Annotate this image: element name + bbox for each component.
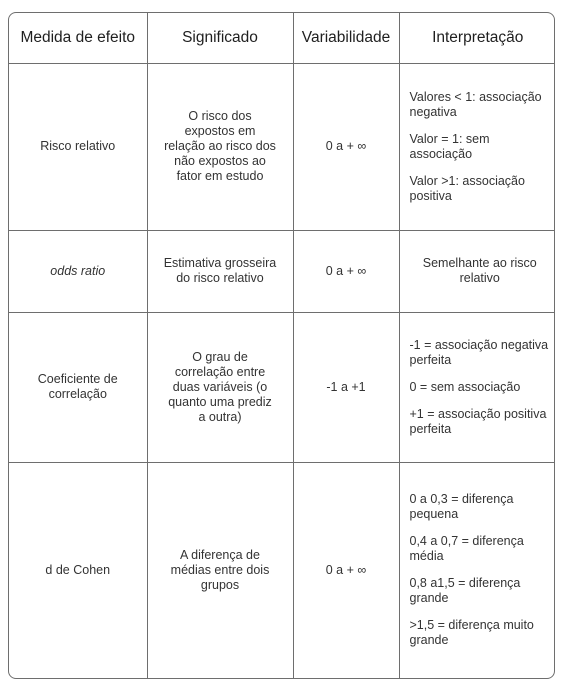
measure-cell: d de Cohen: [9, 462, 147, 678]
meaning-cell: A diferença de médias entre dois grupos: [147, 462, 293, 678]
table-row: [9, 462, 555, 678]
range-cell: 0 a + ∞: [293, 462, 399, 678]
measure-cell: Coeficiente de correlação: [9, 312, 147, 462]
interpretation-line: 0,4 a 0,7 = diferença média: [409, 534, 524, 564]
meaning-cell: O risco dos expostos em relação ao risco dos não expostos ao fator em estudo: [147, 63, 293, 230]
table-row: [9, 312, 555, 462]
header-measure: Medida de efeito: [9, 13, 147, 63]
header-interpretation: Interpretação: [399, 13, 555, 63]
effect-measures-table-frame: [8, 12, 555, 679]
interpretation-line: 0,8 a1,5 = diferença grande: [409, 576, 521, 606]
range-cell: 0 a + ∞: [293, 230, 399, 312]
meaning-cell: Estimativa grosseira do risco relativo: [147, 230, 293, 312]
meaning-cell: O grau de correlação entre duas variáveis (o quanto uma prediz a outra): [147, 312, 293, 462]
range-cell: 0 a + ∞: [293, 63, 399, 230]
interpretation-cell: [399, 462, 555, 678]
interpretation-line: -1 = associação negativa perfeita: [409, 337, 549, 367]
table-row: [9, 230, 555, 312]
header-row: [9, 13, 555, 63]
interpretation-cell: [399, 230, 555, 312]
effect-measures-table: [9, 13, 555, 678]
interpretation-line: >1,5 = diferença muito grande: [409, 618, 534, 648]
measure-cell: Risco relativo: [9, 63, 147, 230]
interpretation-cell: [399, 63, 555, 230]
interpretation-line: Valor >1: associação positiva: [409, 173, 525, 203]
measure-cell: odds ratio: [9, 230, 147, 312]
interpretation-line: 0 a 0,3 = diferença pequena: [409, 492, 514, 522]
interpretation-cell: [399, 312, 555, 462]
range-cell: -1 a +1: [293, 312, 399, 462]
interpretation-line: Semelhante ao risco relativo: [422, 256, 537, 285]
interpretation-line: +1 = associação positiva perfeita: [409, 406, 547, 436]
interpretation-line: Valor = 1: sem associação: [409, 131, 490, 161]
interpretation-line: Valores < 1: associação negativa: [409, 89, 542, 119]
table-row: [9, 63, 555, 230]
header-range: Variabilidade: [293, 13, 399, 63]
header-meaning: Significado: [147, 13, 293, 63]
interpretation-line: 0 = sem associação: [409, 379, 521, 394]
